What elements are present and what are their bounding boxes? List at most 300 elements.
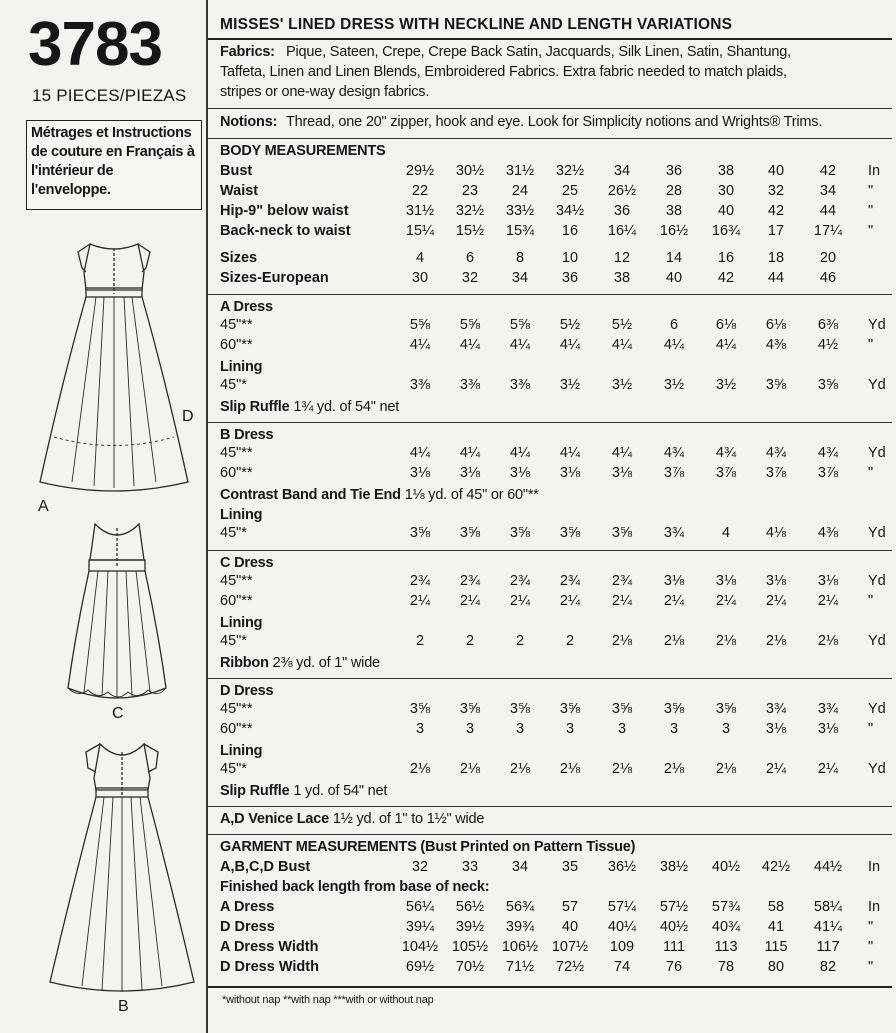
table-cell: 4¼ xyxy=(509,445,531,461)
unit-label: Yd xyxy=(868,377,886,393)
divider xyxy=(208,294,892,295)
divider xyxy=(208,806,892,807)
table-cell: 5⅝ xyxy=(459,317,481,333)
b-contrast-band: Contrast Band and Tie End 1⅛ yd. of 45" or 60"** xyxy=(220,487,539,503)
table-cell: 3⅝ xyxy=(459,701,481,717)
unit-label: In xyxy=(868,859,881,875)
table-cell: 82 xyxy=(819,959,837,975)
left-column xyxy=(0,0,206,1033)
fabrics-label: Fabrics: xyxy=(220,44,275,60)
table-cell: 2⅛ xyxy=(715,761,737,777)
table-cell: 38 xyxy=(717,163,735,179)
divider xyxy=(208,986,892,988)
unit-label: In xyxy=(868,163,881,179)
dress-c-illustration xyxy=(62,520,172,706)
chart-panel xyxy=(206,0,896,1033)
row-label: 45"** xyxy=(220,573,253,589)
table-cell: 104½ xyxy=(401,939,439,955)
table-cell: 2⅛ xyxy=(817,633,839,649)
table-cell: 46 xyxy=(819,270,837,286)
table-cell: 36 xyxy=(665,163,683,179)
table-row xyxy=(208,633,896,652)
table-cell: 30 xyxy=(717,183,735,199)
table-cell: 3⅛ xyxy=(715,573,737,589)
table-cell: 4¼ xyxy=(715,337,737,353)
table-cell: 41 xyxy=(767,919,785,935)
table-cell: 2¼ xyxy=(817,761,839,777)
table-row xyxy=(208,223,896,242)
back-length-label: Finished back length from base of neck: xyxy=(220,879,490,895)
table-cell: 57¼ xyxy=(607,899,637,915)
row-label: 60"** xyxy=(220,337,253,353)
table-cell: 3¾ xyxy=(817,701,839,717)
table-cell: 34 xyxy=(511,270,529,286)
table-cell: 10 xyxy=(561,250,579,266)
table-cell: 2¼ xyxy=(409,593,431,609)
table-cell: 3½ xyxy=(611,377,633,393)
table-cell: 3⅛ xyxy=(817,573,839,589)
table-cell: 117 xyxy=(816,939,840,955)
table-cell: 17¼ xyxy=(813,223,843,239)
table-cell: 3⅞ xyxy=(765,465,787,481)
table-cell: 2 xyxy=(515,633,525,649)
row-label: 45"* xyxy=(220,525,247,541)
table-cell: 29½ xyxy=(405,163,435,179)
table-cell: 33½ xyxy=(505,203,535,219)
table-cell: 34 xyxy=(511,859,529,875)
table-cell: 57¾ xyxy=(711,899,741,915)
french-note-line: l'intérieur de xyxy=(31,163,114,179)
table-cell: 18 xyxy=(767,250,785,266)
table-cell: 3½ xyxy=(663,377,685,393)
table-cell: 15¼ xyxy=(405,223,435,239)
table-cell: 74 xyxy=(613,959,631,975)
table-cell: 24 xyxy=(511,183,529,199)
table-cell: 4¼ xyxy=(409,337,431,353)
table-row xyxy=(208,183,896,202)
table-cell: 2¾ xyxy=(409,573,431,589)
table-cell: 113 xyxy=(714,939,738,955)
table-cell: 3 xyxy=(721,721,731,737)
table-cell: 32 xyxy=(461,270,479,286)
table-cell: 30½ xyxy=(455,163,485,179)
table-cell: 3⅝ xyxy=(765,377,787,393)
table-cell: 3½ xyxy=(715,377,737,393)
table-cell: 40 xyxy=(561,919,579,935)
table-cell: 4¼ xyxy=(559,337,581,353)
table-cell: 2⅛ xyxy=(611,633,633,649)
table-cell: 32½ xyxy=(455,203,485,219)
table-cell: 3⅛ xyxy=(663,573,685,589)
table-cell: 3⅜ xyxy=(459,377,481,393)
table-cell: 3⅛ xyxy=(817,721,839,737)
garment-heading: GARMENT MEASUREMENTS (Bust Printed on Pattern Tissue) xyxy=(220,839,636,855)
table-cell: 14 xyxy=(665,250,683,266)
unit-label: Yd xyxy=(868,573,886,589)
table-cell: 80 xyxy=(767,959,785,975)
table-cell: 3⅛ xyxy=(559,465,581,481)
view-label-b: B xyxy=(118,998,129,1015)
pattern-number: 3783 xyxy=(28,10,162,79)
unit-label: " xyxy=(868,593,874,609)
table-cell: 4⅜ xyxy=(765,337,787,353)
table-cell: 2⅛ xyxy=(715,633,737,649)
table-cell: 40½ xyxy=(659,919,689,935)
header-title: MISSES' LINED DRESS WITH NECKLINE AND LENGTH VARIATIONS xyxy=(220,16,733,33)
b-lining-label: Lining xyxy=(220,507,263,523)
table-cell: 3⅜ xyxy=(509,377,531,393)
table-cell: 6⅛ xyxy=(715,317,737,333)
row-label: 60"** xyxy=(220,465,253,481)
table-cell: 6 xyxy=(669,317,679,333)
venice-lace: A,D Venice Lace 1½ yd. of 1" to 1½" wide xyxy=(220,811,485,827)
table-cell: 72½ xyxy=(555,959,585,975)
table-cell: 8 xyxy=(515,250,525,266)
table-cell: 3⅝ xyxy=(611,525,633,541)
table-cell: 3 xyxy=(465,721,475,737)
table-cell: 36½ xyxy=(607,859,637,875)
row-label: 45"* xyxy=(220,377,247,393)
table-cell: 2¼ xyxy=(765,761,787,777)
table-cell: 17 xyxy=(767,223,785,239)
table-cell: 2¼ xyxy=(459,593,481,609)
table-cell: 56½ xyxy=(455,899,485,915)
table-cell: 70½ xyxy=(455,959,485,975)
table-cell: 2¼ xyxy=(611,593,633,609)
table-cell: 44½ xyxy=(813,859,843,875)
fabrics-text: Pique, Sateen, Crepe, Crepe Back Satin, Jacquards, Silk Linen, Satin, Shantung, xyxy=(286,44,791,60)
table-row xyxy=(208,959,896,978)
unit-label: Yd xyxy=(868,445,886,461)
table-cell: 106½ xyxy=(501,939,539,955)
unit-label: Yd xyxy=(868,761,886,777)
table-cell: 6 xyxy=(465,250,475,266)
table-cell: 5⅝ xyxy=(409,317,431,333)
table-cell: 40½ xyxy=(711,859,741,875)
view-label-c: C xyxy=(112,705,124,722)
d-slip-ruffle: Slip Ruffle 1 yd. of 54" net xyxy=(220,783,388,799)
table-cell: 38 xyxy=(613,270,631,286)
row-label: A Dress xyxy=(220,899,275,915)
table-cell: 40¼ xyxy=(607,919,637,935)
table-cell: 2¼ xyxy=(559,593,581,609)
table-cell: 3⅝ xyxy=(817,377,839,393)
row-label: A,B,C,D Bust xyxy=(220,859,311,875)
table-cell: 3⅞ xyxy=(715,465,737,481)
table-row xyxy=(208,701,896,720)
table-cell: 3⅞ xyxy=(663,465,685,481)
table-cell: 34 xyxy=(819,183,837,199)
table-cell: 41¼ xyxy=(813,919,843,935)
table-cell: 3⅛ xyxy=(611,465,633,481)
table-row xyxy=(208,573,896,592)
table-cell: 3⅝ xyxy=(611,701,633,717)
table-cell: 33 xyxy=(461,859,479,875)
table-row xyxy=(208,270,896,289)
table-cell: 3 xyxy=(415,721,425,737)
table-cell: 16 xyxy=(717,250,735,266)
table-cell: 34 xyxy=(613,163,631,179)
table-cell: 2 xyxy=(565,633,575,649)
table-cell: 2¾ xyxy=(559,573,581,589)
table-cell: 16¼ xyxy=(607,223,637,239)
table-cell: 4¾ xyxy=(765,445,787,461)
table-cell: 2¾ xyxy=(509,573,531,589)
table-cell: 40 xyxy=(665,270,683,286)
table-cell: 3⅛ xyxy=(459,465,481,481)
table-row xyxy=(208,859,896,878)
dress-b-illustration xyxy=(44,738,204,1000)
table-cell: 4 xyxy=(721,525,731,541)
table-row xyxy=(208,317,896,336)
table-cell: 2¾ xyxy=(611,573,633,589)
french-note-line: de couture en Français à xyxy=(31,144,195,160)
table-cell: 16 xyxy=(561,223,579,239)
table-cell: 16½ xyxy=(659,223,689,239)
table-row xyxy=(208,337,896,356)
body-measurements-heading: BODY MEASUREMENTS xyxy=(220,143,386,159)
table-cell: 4¼ xyxy=(611,337,633,353)
divider xyxy=(208,550,892,551)
notions-label: Notions: xyxy=(220,114,278,130)
table-cell: 23 xyxy=(461,183,479,199)
table-cell: 4¼ xyxy=(409,445,431,461)
table-cell: 4⅛ xyxy=(765,525,787,541)
row-label: 45"** xyxy=(220,701,253,717)
unit-label: " xyxy=(868,183,874,199)
table-cell: 2¼ xyxy=(509,593,531,609)
table-cell: 3⅝ xyxy=(459,525,481,541)
unit-label: Yd xyxy=(868,633,886,649)
row-label: 60"** xyxy=(220,721,253,737)
a-lining-label: Lining xyxy=(220,359,263,375)
table-cell: 4¾ xyxy=(663,445,685,461)
table-cell: 2¼ xyxy=(765,593,787,609)
table-cell: 28 xyxy=(665,183,683,199)
table-cell: 2⅛ xyxy=(509,761,531,777)
table-cell: 56¾ xyxy=(505,899,535,915)
table-cell: 36 xyxy=(561,270,579,286)
table-cell: 38½ xyxy=(659,859,689,875)
table-cell: 40¾ xyxy=(711,919,741,935)
table-cell: 57 xyxy=(561,899,579,915)
table-cell: 25 xyxy=(561,183,579,199)
c-lining-label: Lining xyxy=(220,615,263,631)
row-label: 45"** xyxy=(220,445,253,461)
unit-label: Yd xyxy=(868,317,886,333)
table-cell: 2⅛ xyxy=(559,761,581,777)
view-label-a: A xyxy=(38,498,49,515)
table-cell: 6⅛ xyxy=(765,317,787,333)
unit-label: " xyxy=(868,919,874,935)
divider xyxy=(208,108,892,109)
table-cell: 15¾ xyxy=(505,223,535,239)
table-cell: 111 xyxy=(662,939,686,955)
table-row xyxy=(208,163,896,182)
view-label-d: D xyxy=(182,408,194,425)
unit-label: " xyxy=(868,465,874,481)
table-cell: 3⅝ xyxy=(715,701,737,717)
table-row xyxy=(208,593,896,612)
table-row xyxy=(208,377,896,396)
table-cell: 4¼ xyxy=(611,445,633,461)
table-cell: 4¾ xyxy=(715,445,737,461)
table-cell: 78 xyxy=(717,959,735,975)
table-cell: 5½ xyxy=(559,317,581,333)
table-cell: 4¼ xyxy=(459,337,481,353)
row-label: D Dress xyxy=(220,919,275,935)
table-cell: 2¾ xyxy=(459,573,481,589)
table-cell: 2 xyxy=(465,633,475,649)
fabrics-text: stripes or one-way design fabrics. xyxy=(220,84,430,100)
table-cell: 3⅝ xyxy=(559,525,581,541)
table-cell: 26½ xyxy=(607,183,637,199)
table-cell: 30 xyxy=(411,270,429,286)
divider xyxy=(208,834,892,835)
table-cell: 4¾ xyxy=(817,445,839,461)
table-cell: 3⅝ xyxy=(509,701,531,717)
table-cell: 32 xyxy=(411,859,429,875)
table-cell: 40 xyxy=(717,203,735,219)
table-cell: 57½ xyxy=(659,899,689,915)
notions-text: Thread, one 20" zipper, hook and eye. Look for Simplicity notions and Wrights® Trims. xyxy=(286,114,823,130)
table-cell: 3⅝ xyxy=(509,525,531,541)
fabrics-text: Taffeta, Linen and Linen Blends, Embroidered Fabrics. Extra fabric needed to match plaids, xyxy=(220,64,787,80)
b-dress-heading: B Dress xyxy=(220,427,274,443)
unit-label: Yd xyxy=(868,525,886,541)
table-cell: 109 xyxy=(609,939,635,955)
table-row xyxy=(208,919,896,938)
table-cell: 3¾ xyxy=(663,525,685,541)
table-cell: 71½ xyxy=(505,959,535,975)
table-cell: 3⅞ xyxy=(817,465,839,481)
c-dress-heading: C Dress xyxy=(220,555,274,571)
table-cell: 2⅛ xyxy=(663,633,685,649)
table-cell: 4½ xyxy=(817,337,839,353)
row-label: Back-neck to waist xyxy=(220,223,351,239)
table-cell: 56¼ xyxy=(405,899,435,915)
row-label: 60"** xyxy=(220,593,253,609)
table-row xyxy=(208,761,896,780)
table-cell: 16¾ xyxy=(711,223,741,239)
table-cell: 3⅝ xyxy=(409,701,431,717)
table-cell: 35 xyxy=(561,859,579,875)
unit-label: " xyxy=(868,203,874,219)
table-cell: 76 xyxy=(665,959,683,975)
table-cell: 107½ xyxy=(551,939,589,955)
table-cell: 2¼ xyxy=(663,593,685,609)
table-cell: 4¼ xyxy=(663,337,685,353)
divider xyxy=(208,38,892,40)
d-dress-heading: D Dress xyxy=(220,683,274,699)
table-cell: 3 xyxy=(565,721,575,737)
table-cell: 2⅛ xyxy=(611,761,633,777)
table-cell: 3 xyxy=(515,721,525,737)
d-lining-label: Lining xyxy=(220,743,263,759)
table-cell: 4¼ xyxy=(559,445,581,461)
table-cell: 39¼ xyxy=(405,919,435,935)
table-cell: 32½ xyxy=(555,163,585,179)
table-cell: 32 xyxy=(767,183,785,199)
table-cell: 3⅛ xyxy=(765,573,787,589)
table-cell: 2 xyxy=(415,633,425,649)
table-row xyxy=(208,721,896,740)
table-cell: 2⅛ xyxy=(765,633,787,649)
row-label: D Dress Width xyxy=(220,959,319,975)
unit-label: In xyxy=(868,899,881,915)
row-label: Sizes xyxy=(220,250,258,266)
table-cell: 4 xyxy=(415,250,425,266)
table-cell: 31½ xyxy=(405,203,435,219)
table-cell: 42 xyxy=(819,163,837,179)
unit-label: " xyxy=(868,223,874,239)
row-label: Hip-9" below waist xyxy=(220,203,349,219)
table-cell: 3⅛ xyxy=(765,721,787,737)
table-cell: 6⅜ xyxy=(817,317,839,333)
table-row xyxy=(208,465,896,484)
table-cell: 4⅜ xyxy=(817,525,839,541)
table-cell: 22 xyxy=(411,183,429,199)
footnote: *without nap **with nap ***with or without nap xyxy=(222,994,434,1006)
table-cell: 3⅝ xyxy=(409,525,431,541)
table-cell: 38 xyxy=(665,203,683,219)
unit-label: " xyxy=(868,337,874,353)
table-cell: 40 xyxy=(767,163,785,179)
table-cell: 2¼ xyxy=(715,593,737,609)
table-cell: 5⅝ xyxy=(509,317,531,333)
table-cell: 4¼ xyxy=(459,445,481,461)
table-row xyxy=(208,939,896,958)
table-cell: 2⅛ xyxy=(459,761,481,777)
table-cell: 42 xyxy=(717,270,735,286)
table-cell: 34½ xyxy=(555,203,585,219)
french-note-line: l'enveloppe. xyxy=(31,182,111,198)
c-ribbon: Ribbon 2⅜ yd. of 1" wide xyxy=(220,655,380,671)
unit-label: " xyxy=(868,721,874,737)
row-label: Bust xyxy=(220,163,253,179)
table-row xyxy=(208,250,896,269)
row-label: Waist xyxy=(220,183,259,199)
table-cell: 3 xyxy=(617,721,627,737)
table-cell: 39½ xyxy=(455,919,485,935)
divider xyxy=(208,422,892,423)
pieces-count: 15 PIECES/PIEZAS xyxy=(32,86,187,105)
table-cell: 3⅛ xyxy=(509,465,531,481)
table-cell: 15½ xyxy=(455,223,485,239)
table-cell: 3⅛ xyxy=(409,465,431,481)
table-cell: 20 xyxy=(819,250,837,266)
table-cell: 42 xyxy=(767,203,785,219)
a-slip-ruffle: Slip Ruffle 1¾ yd. of 54" net xyxy=(220,399,400,415)
table-cell: 3 xyxy=(669,721,679,737)
table-cell: 2⅛ xyxy=(409,761,431,777)
table-row xyxy=(208,525,896,544)
table-cell: 12 xyxy=(613,250,631,266)
table-cell: 115 xyxy=(764,939,788,955)
divider xyxy=(208,138,892,139)
table-cell: 42½ xyxy=(761,859,791,875)
table-cell: 5½ xyxy=(611,317,633,333)
table-cell: 36 xyxy=(613,203,631,219)
table-cell: 3¾ xyxy=(765,701,787,717)
french-note-box xyxy=(26,120,202,210)
row-label: 45"* xyxy=(220,761,247,777)
table-cell: 2⅛ xyxy=(663,761,685,777)
table-cell: 58¼ xyxy=(813,899,843,915)
row-label: 45"* xyxy=(220,633,247,649)
row-label: 45"** xyxy=(220,317,253,333)
table-cell: 44 xyxy=(767,270,785,286)
